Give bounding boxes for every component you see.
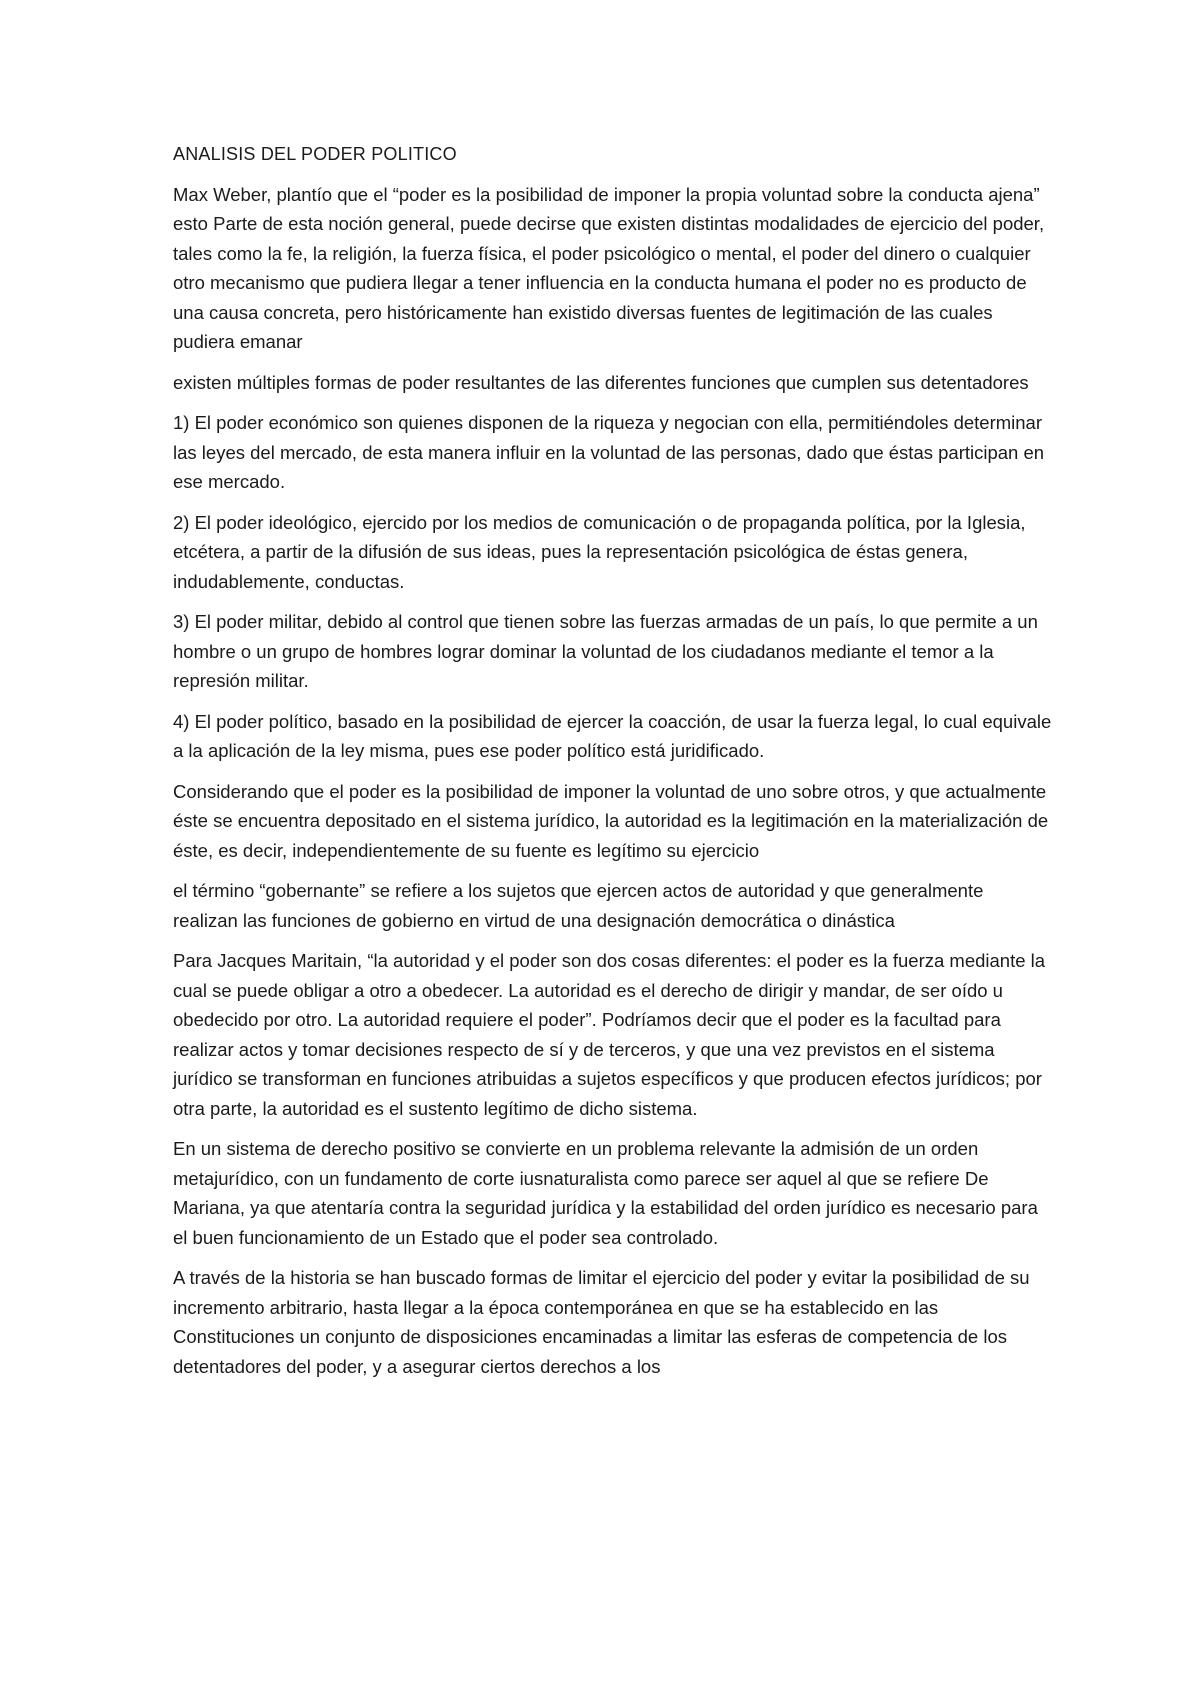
paragraph-positive-law: En un sistema de derecho positivo se convierte en un problema relevante la admisión de un orden metajurídico, con un fundamento de corte iusnaturalista como parece ser aquel al que se refiere De Mariana, ya que atentaría contra la seguridad jurídica y la estabilidad del orden jurídico es necesario para el buen funcionamiento de un Estado que el poder sea controlado. xyxy=(173,1138,1038,1248)
paragraph-economic-power: 1) El poder económico son quienes disponen de la riqueza y negocian con ella, permitiéndoles determinar las leyes del mercado, de esta manera influir en la voluntad de las personas, dado que éstas participan en ese mercado. xyxy=(173,412,1045,492)
paragraph-history: A través de la historia se han buscado formas de limitar el ejercicio del poder y evitar la posibilidad de su incremento arbitrario, hasta llegar a la época contemporánea en que se ha establecido en las Constituciones un conjunto de disposiciones encaminadas a limitar las esferas de competencia de los detentadores del poder, y a asegurar ciertos derechos a los xyxy=(173,1267,1030,1377)
paragraph-authority: Considerando que el poder es la posibilidad de imponer la voluntad de uno sobre otros, y que actualmente éste se encuentra depositado en el sistema jurídico, la autoridad es la legitimación en la materialización de éste, es decir, independientemente de su fuente es legítimo su ejercicio xyxy=(173,780,1049,861)
paragraph-military-power: 3) El poder militar, debido al control que tienen sobre las fuerzas armadas de un país, lo que permite a un hombre o un grupo de hombres lograr dominar la voluntad de los ciudadanos mediante el temor a la represión militar. xyxy=(173,611,1038,691)
document-body xyxy=(173,140,1053,1392)
paragraph-weber: Max Weber, plantío que el “poder es la posibilidad de imponer la propia voluntad sobre la conducta ajena” esto Parte de esta noción general, puede decirse que existen distintas modalidades de ejercicio del poder, tales como la fe, la religión, la fuerza física, el poder psicológico o mental, el poder del dinero o cualquier otro mecanismo que pudiera llegar a tener influencia en la conducta humana el poder no es producto de una causa concreta, pero históricamente han existido diversas fuentes de legitimación de las cuales pudiera emanar xyxy=(173,183,1045,352)
document-title: ANALISIS DEL PODER POLITICO xyxy=(173,144,457,164)
paragraph-gobernante: el término “gobernante” se refiere a los sujetos que ejercen actos de autoridad y que generalmente realizan las funciones de gobierno en virtud de una designación democrática o dinástica xyxy=(173,880,984,931)
paragraph-maritain: Para Jacques Maritain, “la autoridad y el poder son dos cosas diferentes: el poder es la fuerza mediante la cual se puede obligar a otro a obedecer. La autoridad es el derecho de dirigir y mandar, de ser oído u obedecido por otro. La autoridad requiere el poder”. Podríamos decir que el poder es la facultad para realizar actos y tomar decisiones respecto de sí y de terceros, y que una vez previstos en el sistema jurídico se transforman en funciones atribuidas a sujetos específicos y que producen efectos jurídicos; por otra parte, la autoridad es el sustento legítimo de dicho sistema. xyxy=(173,950,1046,1119)
paragraph-forms-of-power: existen múltiples formas de poder resultantes de las diferentes funciones que cumplen sus detentadores xyxy=(173,371,1029,393)
paragraph-ideological-power: 2) El poder ideológico, ejercido por los medios de comunicación o de propaganda política, por la Iglesia, etcétera, a partir de la difusión de sus ideas, pues la representación psicológica de éstas genera, indudablemente, conductas. xyxy=(173,511,1026,592)
paragraph-political-power: 4) El poder político, basado en la posibilidad de ejercer la coacción, de usar la fuerza legal, lo cual equivale a la aplicación de la ley misma, pues ese poder político está juridificado. xyxy=(173,710,1052,761)
